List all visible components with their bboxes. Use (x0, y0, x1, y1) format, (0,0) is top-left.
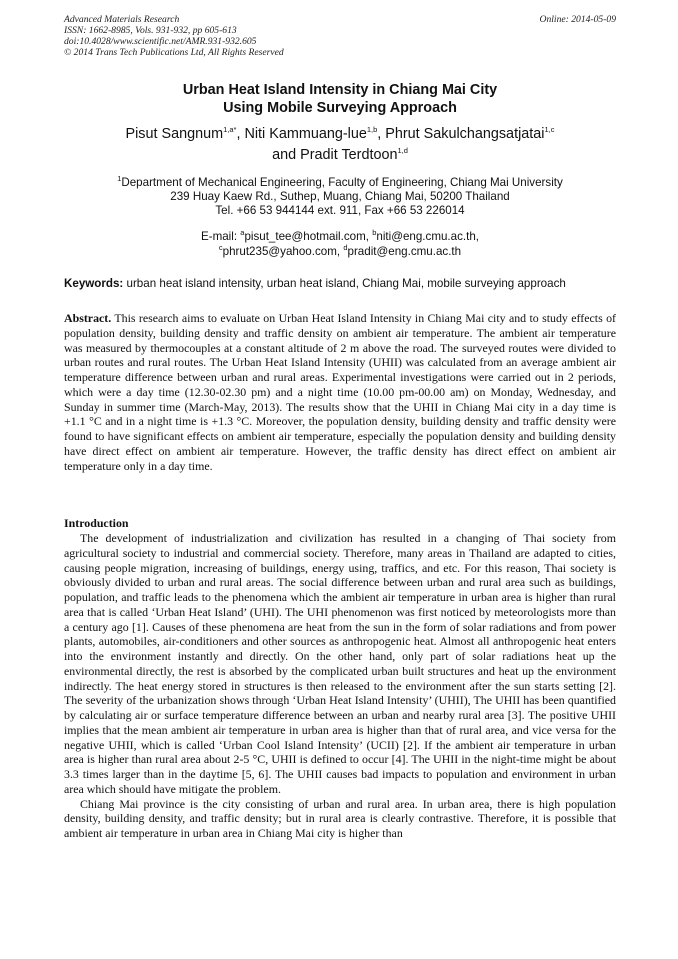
email-sup: a (240, 228, 245, 238)
abstract (64, 311, 616, 473)
email-sup: d (343, 243, 348, 253)
doi-line: doi:10.4028/www.scientific.net/AMR.931-932.605 (64, 36, 257, 47)
paragraph: The development of industrialization and civilization has resulted in a changing of Thai society from agricultural society to industrial and commercial society. Therefore, many areas in Thailand are adapted to cities, causing people migration, increasing of buildings, energy using, traffics, and etc. For this reason, Thai society is obviously divided to urban and rural areas. The social difference between urban and rural area such as buildings, population, and traffic leads to the phenomena which the ambient air temperature in urban area is higher than rural area that is called ‘Urban Heat Island’ (UHI). The UHI phenomenon was first noticed by meteorologists more than a century ago [1]. Causes of these phenomena are heat from the sun in the form of solar radiations and from power plants, automobiles, air-conditioners and other sources as anthropogenic heat. Almost all anthropogenic heat enters into the environment instantly and directly. On the other hand, only part of solar radiations heat up the environmental directly, the rest is absorbed by the complicated urban built structures and heat up the environment indirectly. The heat energy stored in structures is then released to the environment after the sun starts setting [2]. The severity of the urbanization shows through ‘Urban Heat Island Intensity’ (UHII), The UHII has been quantified by calculating air or surface temperature difference between an urban and nearby rural area [3]. The positive UHII implies that the mean ambient air temperature in urban area is higher than that of rural area, and vice versa for the negative UHII, which is called ‘Urban Cool Island Intensity’ (UCII) [2]. If the ambient air temperature in urban area is higher than rural area about 2-5 °C, UHII is defined to occur [4]. The UHII in the night-time might be about 3.3 times larger than in the daytime [5, 6]. The UHII causes bad impacts to population and environment in urban area which should have mitigate the problem. (64, 531, 616, 796)
paragraph: Chiang Mai province is the city consisting of urban and rural area. In urban area, there is high population density, building density, and traffic density; but in rural area is clearly contrastive. Therefore, it is possible that ambient air temperature in urban area in Chiang Mai city is higher than (64, 796, 616, 840)
affiliation-line-1 (64, 176, 616, 190)
author-sup: 1,b (366, 125, 378, 135)
abstract-text: This research aims to evaluate on Urban Heat Island Intensity in Chiang Mai city and to study effects of population density, building density and traffic density on ambient air temperature. The ambient air temperature was measured by thermocouples at a constant altitude of 2 m above the road. The surveyed routes were divided to urban routes and rural routes. The Urban Heat Island Intensity (UHII) was calculated from an average ambient air temperature difference between urban and rural areas. Experimental investigations were carried out in 2 periods, which were a day time (12.30-02.30 pm) and a night time (10.00 pm-00.00 am) on Monday, Wednesday, and Sunday in summer time (March-May, 2013). The results show that the UHII in Chiang Mai city in a day time is +1.1 °C and in a night time is +1.3 °C. Moreover, the population density, building density and traffic density were found to have significant effects on ambient air temperature, especially the population density and building density have direct effect on ambient air temperature. However, the traffic density has direct effect on ambient air temperature only in a day time. (64, 311, 616, 473)
journal-header (64, 14, 616, 58)
copyright-line: © 2014 Trans Tech Publications Ltd, All Rights Reserved (64, 47, 284, 58)
keywords-text: urban heat island intensity, urban heat island, Chiang Mai, mobile surveying approach (123, 277, 566, 290)
introduction-heading: Introduction (64, 516, 129, 530)
abstract-label: Abstract. (64, 311, 112, 325)
author-sup: 1,c (544, 125, 555, 135)
author-name: Pisut Sangnum (125, 126, 224, 142)
keywords-label: Keywords: (64, 277, 124, 290)
affiliation (64, 176, 616, 218)
affiliation-dept: Department of Mechanical Engineering, Faculty of Engineering, Chiang Mai University (121, 176, 563, 189)
author-name: Niti Kammuang-lue (244, 126, 367, 142)
affiliation-sup: 1 (117, 174, 122, 184)
authors-line-1 (64, 124, 616, 145)
author-name: and Pradit Terdtoon (272, 147, 398, 163)
author-separator: , (236, 126, 245, 142)
paper-title (64, 82, 616, 117)
email-line-2 (64, 244, 616, 259)
email-address: phrut235@yahoo.com, (222, 245, 344, 258)
email-address: pradit@eng.cmu.ac.th (347, 245, 462, 258)
journal-name: Advanced Materials Research (64, 14, 180, 25)
email-sup: c (218, 243, 223, 253)
email-label: E-mail: (200, 230, 241, 243)
email-block (64, 229, 616, 259)
author-sup: 1,a* (223, 125, 237, 135)
title-line-2: Using Mobile Surveying Approach (223, 99, 457, 116)
email-line-1 (64, 229, 616, 244)
email-address: niti@eng.cmu.ac.th, (376, 230, 480, 243)
affiliation-line-3: Tel. +66 53 944144 ext. 911, Fax +66 53 226014 (215, 204, 465, 217)
authors-line-2 (64, 145, 616, 166)
introduction-body (64, 531, 616, 841)
author-list (64, 124, 616, 166)
email-address: pisut_tee@hotmail.com, (244, 230, 373, 243)
author-name: Phrut Sakulchangsatjatai (385, 126, 545, 142)
keywords (64, 277, 616, 291)
affiliation-line-2: 239 Huay Kaew Rd., Suthep, Muang, Chiang Mai, 50200 Thailand (170, 190, 510, 203)
online-date: Online: 2014-05-09 (539, 14, 616, 25)
author-sup: 1,d (397, 146, 408, 156)
issn-line: ISSN: 1662-8985, Vols. 931-932, pp 605-613 (64, 25, 237, 36)
email-sup: b (372, 228, 377, 238)
author-separator: , (377, 126, 386, 142)
title-line-1: Urban Heat Island Intensity in Chiang Mai City (182, 82, 498, 98)
